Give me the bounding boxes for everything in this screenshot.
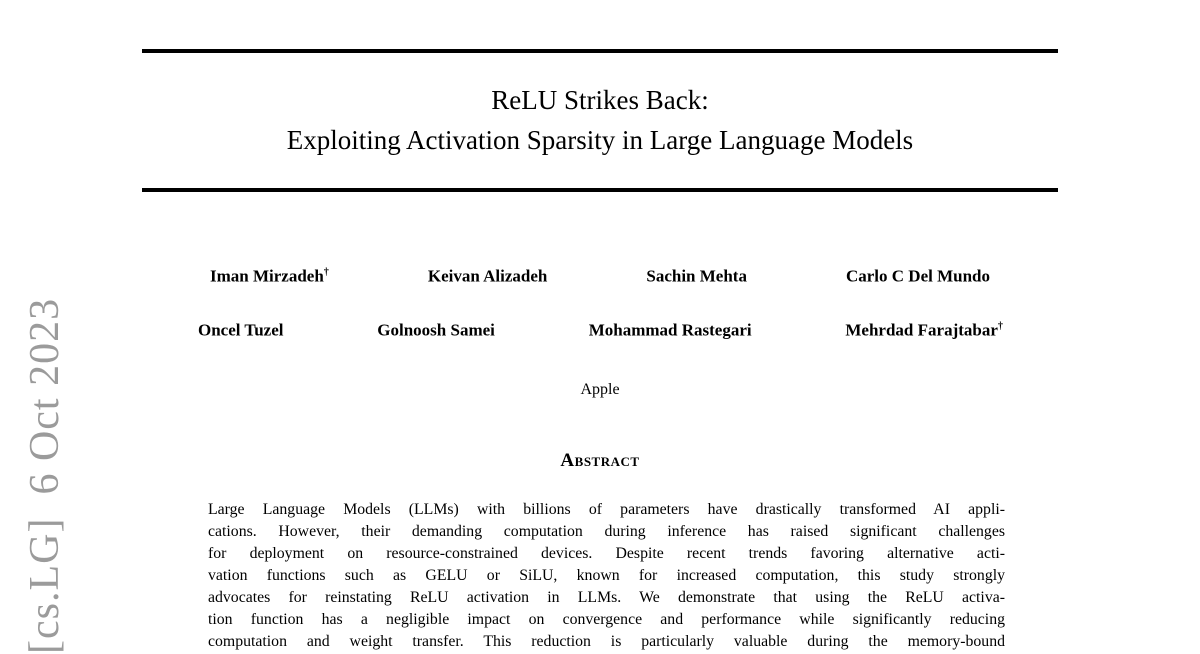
abstract-line: tion function has a negligible impact on convergence and performance while significantly reducing <box>208 611 1005 628</box>
abstract-line: cations. However, their demanding computation during inference has raised significant challenges <box>208 523 1005 540</box>
author-name-text: Keivan Alizadeh <box>427 266 548 286</box>
abstract-heading: Abstract <box>560 450 640 471</box>
paper-title-line1: ReLU Strikes Back: <box>491 85 709 115</box>
authors-row-2 <box>198 317 1003 341</box>
author-name <box>646 263 747 287</box>
author-name <box>377 317 495 341</box>
author-name-text: Mehrdad Farajtabar <box>845 320 998 340</box>
paper-title <box>142 80 1058 160</box>
abstract-line: for deployment on resource-constrained devices. Despite recent trends favoring alternative acti- <box>208 545 1005 562</box>
author-name-text: Iman Mirzadeh <box>210 266 324 286</box>
author-name-text: Mohammad Rastegari <box>588 320 752 340</box>
abstract-line: advocates for reinstating ReLU activation in LLMs. We demonstrate that using the ReLU activa- <box>208 589 1005 606</box>
author-dagger: † <box>323 267 329 278</box>
authors-row-1 <box>210 263 990 287</box>
abstract-line: vation functions such as GELU or SiLU, known for increased computation, this study strongly <box>208 567 1005 584</box>
author-dagger: † <box>997 321 1003 332</box>
author-name <box>210 263 329 287</box>
author-name <box>428 263 547 287</box>
affiliation: Apple <box>580 381 620 398</box>
author-name <box>589 317 752 341</box>
abstract-body <box>208 499 1005 653</box>
paper-title-line2: Exploiting Activation Sparsity in Large Language Models <box>286 125 914 155</box>
arxiv-stamp: [cs.LG] 6 Oct 2023 <box>22 297 68 654</box>
author-name-text: Golnoosh Samei <box>377 320 495 340</box>
author-name <box>845 317 1003 341</box>
author-name <box>846 263 990 287</box>
abstract-line: Large Language Models (LLMs) with billions of parameters have drastically transformed AI appli- <box>208 501 1005 518</box>
author-name <box>198 317 283 341</box>
author-name-text: Oncel Tuzel <box>198 320 284 340</box>
title-rule-top <box>142 49 1058 53</box>
title-rule-bottom <box>142 188 1058 192</box>
author-name-text: Sachin Mehta <box>646 266 747 286</box>
author-name-text: Carlo C Del Mundo <box>845 266 990 286</box>
abstract-line: computation and weight transfer. This reduction is particularly valuable during the memory-bound <box>208 633 1005 650</box>
